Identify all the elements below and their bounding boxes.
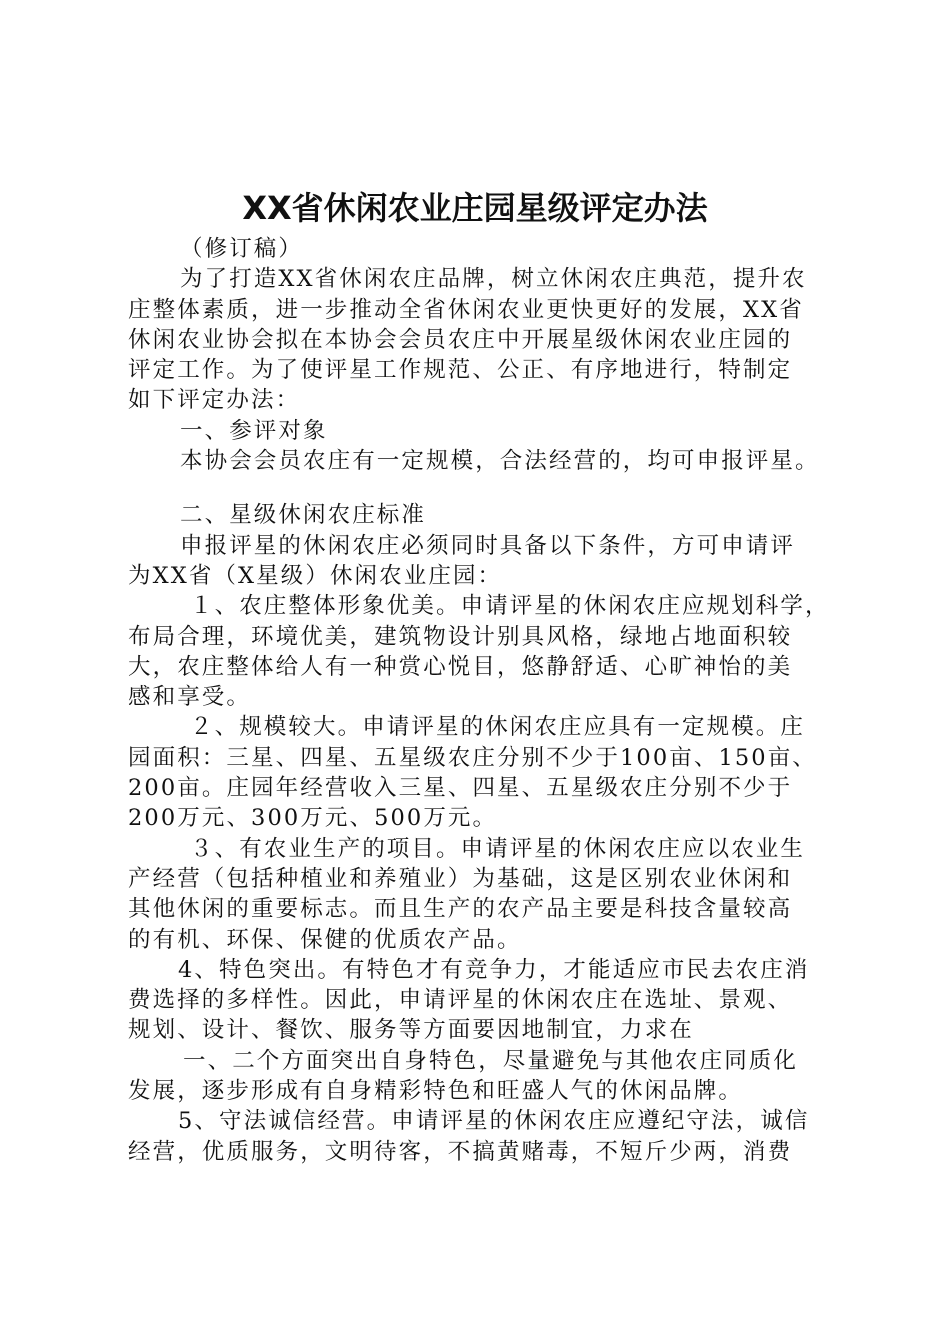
list-item-line: 经营，优质服务，文明待客，不搞黄赌毒，不短斤少两，消费 (128, 1138, 793, 1165)
list-item-line: 规划、设计、餐饮、服务等方面要因地制宜，力求在 (128, 1017, 694, 1044)
list-item-line: 200亩。庄园年经营收入三星、四星、五星级农庄分别不少于 (128, 775, 793, 802)
list-item-line: ３、有农业生产的项目。申请评星的休闲农庄应以农业生 (190, 835, 806, 862)
paragraph-line: 庄整体素质，进一步推动全省休闲农业更快更好的发展，XX省 (128, 296, 804, 323)
document-body (128, 234, 828, 1167)
list-item-line: １、农庄整体形象优美。申请评星的休闲农庄应规划科学， (190, 593, 830, 620)
paragraph-line: 如下评定办法： (128, 387, 301, 414)
list-item-line: 的有机、环保、保健的优质农产品。 (128, 926, 522, 953)
document-title: XX省休闲农业庄园星级评定办法 (242, 189, 708, 227)
list-item-line: 4、特色突出。有特色才有竞争力，才能适应市民去农庄消 (178, 956, 810, 983)
paragraph-line: 本协会会员农庄有一定规模，合法经营的，均可申报评星。 (180, 448, 820, 475)
list-item-line: 200万元、300万元、500万元。 (128, 805, 498, 832)
list-item-line: 感和享受。 (128, 684, 252, 711)
list-item-line: 5、守法诚信经营。申请评星的休闲农庄应遵纪守法，诚信 (178, 1108, 810, 1135)
paragraph-line: 为了打造XX省休闲农庄品牌，树立休闲农庄典范，提升农 (180, 266, 807, 293)
list-item-line: 布局合理，环境优美，建筑物设计别具风格，绿地占地面积较 (128, 623, 793, 650)
list-item-line: 大，农庄整体给人有一种赏心悦目，悠静舒适、心旷神怡的美 (128, 653, 793, 680)
section-heading: 一、参评对象 (180, 417, 328, 444)
list-item-line: 费选择的多样性。因此，申请评星的休闲农庄在选址、景观、 (128, 987, 793, 1014)
section-heading: 二、星级休闲农庄标准 (180, 502, 427, 529)
paragraph-line: 申报评星的休闲农庄必须同时具备以下条件，方可申请评 (180, 532, 796, 559)
list-item-line: 一、二个方面突出自身特色，尽量避免与其他农庄同质化 (183, 1047, 799, 1074)
list-item-line: 园面积：三星、四星、五星级农庄分别不少于100亩、150亩、 (128, 744, 817, 771)
paragraph-line: 休闲农业协会拟在本协会会员农庄中开展星级休闲农业庄园的 (128, 326, 793, 353)
list-item-line: 产经营（包括种植业和养殖业）为基础，这是区别农业休闲和 (128, 865, 793, 892)
blank-line (128, 476, 828, 500)
paragraph-line: 评定工作。为了使评星工作规范、公正、有序地进行，特制定 (128, 357, 793, 384)
list-item-line: 其他休闲的重要标志。而且生产的农产品主要是科技含量较高 (128, 896, 793, 923)
list-item-line: 发展，逐步形成有自身精彩特色和旺盛人气的休闲品牌。 (128, 1078, 744, 1105)
document-subtitle: （修订稿） (180, 236, 304, 262)
paragraph-line: 为XX省（X星级）休闲农业庄园： (128, 562, 503, 589)
list-item-line: ２、规模较大。申请评星的休闲农庄应具有一定规模。庄 (190, 714, 806, 741)
